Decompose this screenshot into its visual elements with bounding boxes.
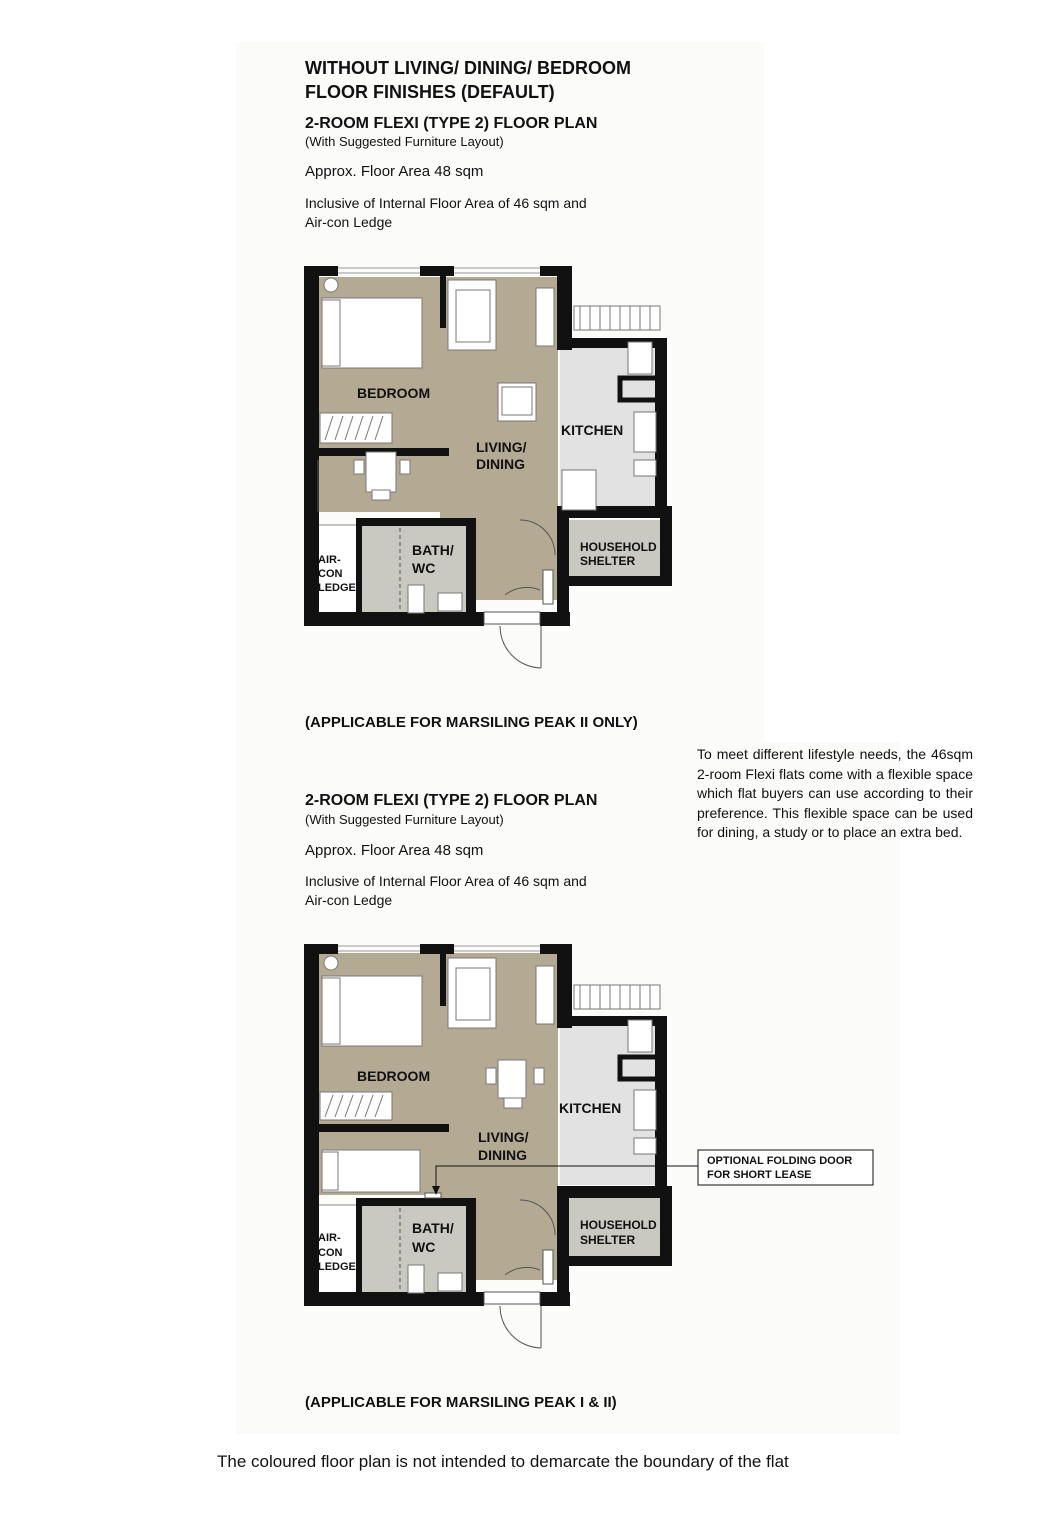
svg-text:KITCHEN: KITCHEN: [561, 422, 624, 438]
plan2-subtitle: (With Suggested Furniture Layout): [305, 812, 504, 827]
plan2-inclusive-line1: Inclusive of Internal Floor Area of 46 sqm and: [305, 873, 587, 889]
callout-label-line2: FOR SHORT LEASE: [707, 1169, 812, 1181]
plan2-inclusive-line2: Air-con Ledge: [305, 892, 393, 908]
svg-text:BEDROOM: BEDROOM: [357, 1068, 431, 1084]
svg-text:WC: WC: [412, 1239, 436, 1255]
svg-text:CON: CON: [318, 568, 343, 580]
callout-label-line1: OPTIONAL FOLDING DOOR: [707, 1155, 853, 1167]
svg-text:DINING: DINING: [476, 456, 525, 472]
svg-text:BATH/: BATH/: [412, 542, 454, 558]
svg-text:LIVING/: LIVING/: [476, 439, 527, 455]
floor-plan-1: [290, 262, 690, 682]
floor-plan-2: [290, 938, 880, 1358]
svg-text:KITCHEN: KITCHEN: [559, 1100, 622, 1116]
plan1-area: Approx. Floor Area 48 sqm: [305, 163, 484, 180]
svg-text:LEDGE: LEDGE: [318, 1261, 356, 1273]
footer-disclaimer: The coloured floor plan is not intended to demarcate the boundary of the flat: [217, 1452, 789, 1471]
flexi-description: To meet different lifestyle needs, the 46sqm 2-room Flexi flats come with a flexible space which flat buyers can use according to their preference. This flexible space can be used for dining, a study or to place an extra bed.: [697, 746, 973, 840]
svg-text:WC: WC: [412, 560, 436, 576]
svg-text:SHELTER: SHELTER: [580, 1233, 636, 1247]
svg-text:LEDGE: LEDGE: [318, 582, 356, 594]
svg-text:CON: CON: [318, 1247, 343, 1259]
plan1-inclusive-line2: Air-con Ledge: [305, 214, 393, 230]
page-heading-line2: FLOOR FINISHES (DEFAULT): [305, 82, 555, 102]
plan1-inclusive-line1: Inclusive of Internal Floor Area of 46 sqm and: [305, 195, 587, 211]
svg-text:BATH/: BATH/: [412, 1220, 454, 1236]
svg-text:HOUSEHOLD: HOUSEHOLD: [580, 540, 657, 554]
svg-text:BEDROOM: BEDROOM: [357, 385, 431, 401]
plan2-applicable-note: (APPLICABLE FOR MARSILING PEAK I & II): [305, 1394, 617, 1411]
plan2-title: 2-ROOM FLEXI (TYPE 2) FLOOR PLAN: [305, 792, 598, 809]
svg-text:HOUSEHOLD: HOUSEHOLD: [580, 1218, 657, 1232]
svg-text:SHELTER: SHELTER: [580, 554, 636, 568]
plan1-title: 2-ROOM FLEXI (TYPE 2) FLOOR PLAN: [305, 115, 598, 132]
page-heading-line1: WITHOUT LIVING/ DINING/ BEDROOM: [305, 58, 631, 78]
svg-text:AIR-: AIR-: [318, 1232, 341, 1244]
svg-text:AIR-: AIR-: [318, 554, 341, 566]
svg-text:FOR SHORT LEASE: [707, 1169, 812, 1181]
plan1-subtitle: (With Suggested Furniture Layout): [305, 134, 504, 149]
plan2-area: Approx. Floor Area 48 sqm: [305, 842, 484, 859]
plan1-applicable-note: (APPLICABLE FOR MARSILING PEAK II ONLY): [305, 714, 638, 731]
svg-text:LIVING/: LIVING/: [478, 1129, 529, 1145]
svg-text:DINING: DINING: [478, 1147, 527, 1163]
svg-text:OPTIONAL FOLDING DOOR: [707, 1155, 852, 1167]
